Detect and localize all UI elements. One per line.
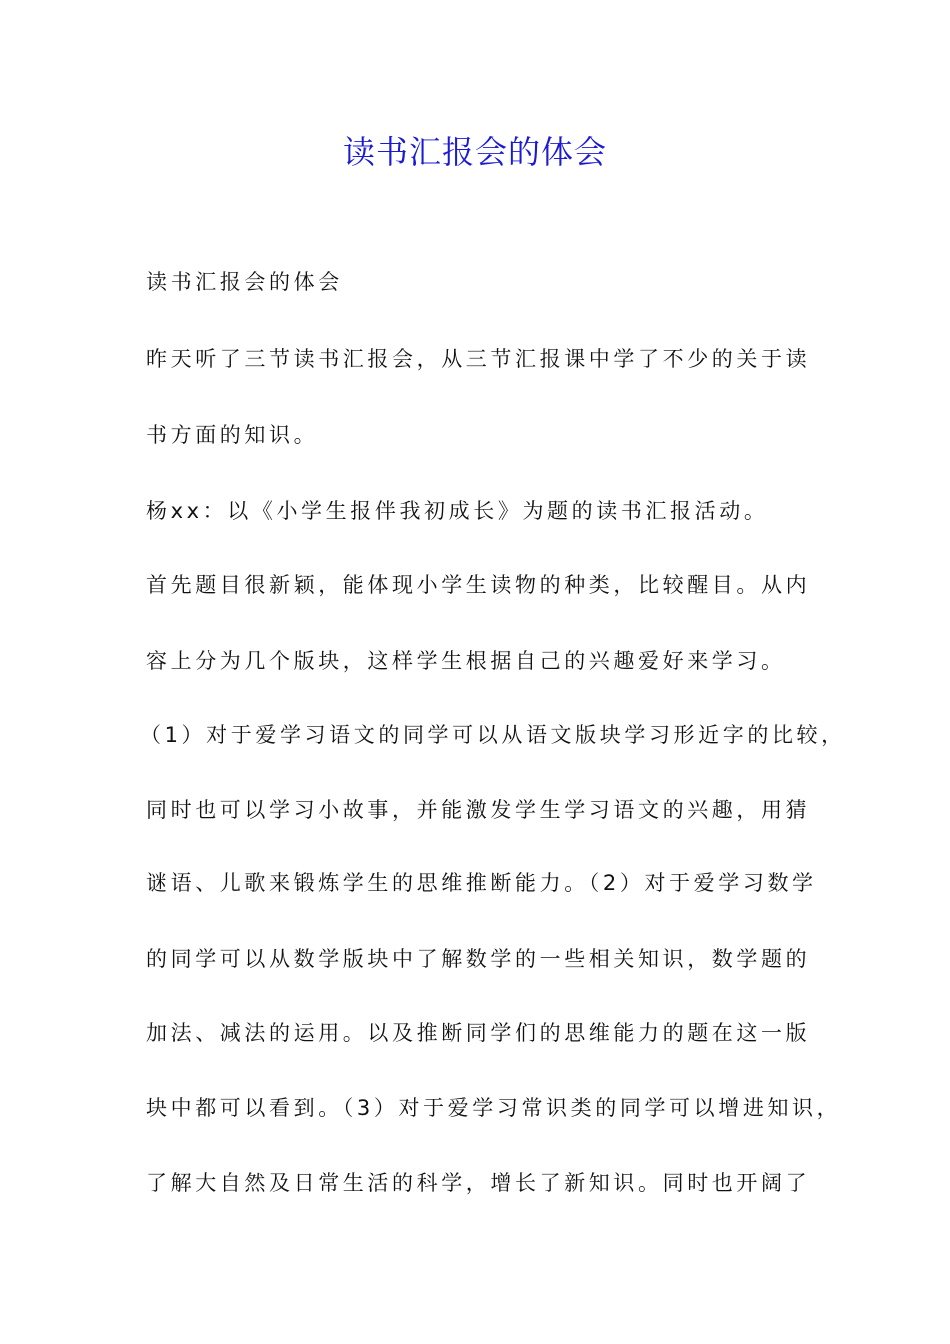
paragraph-line: 昨天听了三节读书汇报会，从三节汇报课中学了不少的关于读 (146, 347, 811, 371)
paragraph-line: 谜语、儿歌来锻炼学生的思维推断能力。（2）对于爱学习数学 (146, 871, 817, 895)
paragraph-line: 容上分为几个版块，这样学生根据自己的兴趣爱好来学习。 (146, 649, 786, 673)
document-title: 读书汇报会的体会 (342, 133, 607, 171)
paragraph-line: 加法、减法的运用。以及推断同学们的思维能力的题在这一版 (146, 1021, 811, 1045)
paragraph-line: 的同学可以从数学版块中了解数学的一些相关知识，数学题的 (146, 947, 811, 971)
paragraph-line: 杨xx：以《小学生报伴我初成长》为题的读书汇报活动。 (146, 499, 769, 523)
paragraph-line: 书方面的知识。 (146, 423, 319, 447)
paragraph-line: 了解大自然及日常生活的科学，增长了新知识。同时也开阔了 (146, 1171, 811, 1195)
paragraph-line: 块中都可以看到。（3）对于爱学习常识类的同学可以增进知识， (146, 1096, 842, 1120)
paragraph-line: 读书汇报会的体会 (146, 270, 343, 294)
paragraph-line: 同时也可以学习小故事，并能激发学生学习语文的兴趣，用猜 (146, 798, 811, 822)
paragraph-line: （1）对于爱学习语文的同学可以从语文版块学习形近字的比较， (140, 723, 846, 747)
paragraph-line: 首先题目很新颖，能体现小学生读物的种类，比较醒目。从内 (146, 573, 811, 597)
